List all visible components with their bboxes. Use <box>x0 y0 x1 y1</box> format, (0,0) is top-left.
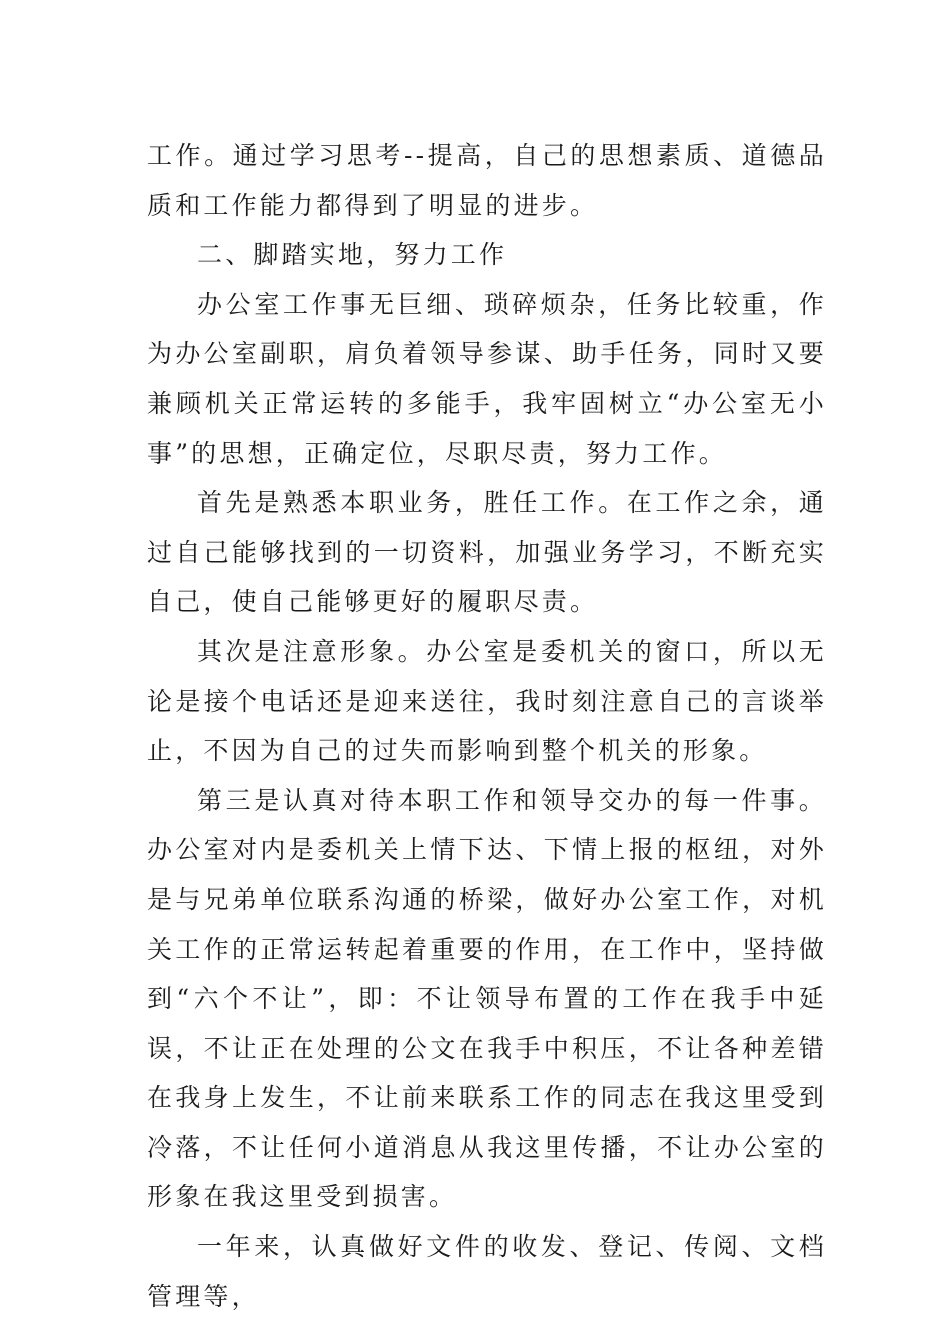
paragraph-year-summary: 一年来，认真做好文件的收发、登记、传阅、文档管理等， <box>147 1232 827 1311</box>
paragraph-second: 其次是注意形象。办公室是委机关的窗口，所以无论是接个电话还是迎来送往，我时刻注意自己的言谈举止，不因为自己的过失而影响到整个机关的形象。 <box>147 636 827 766</box>
paragraph-continuation: 工作。通过学习思考--提高，自己的思想素质、道德品质和工作能力都得到了明显的进步。 <box>147 141 827 220</box>
paragraph-first: 首先是熟悉本职业务，胜任工作。在工作之余，通过自己能够找到的一切资料，加强业务学习，不断充实自己，使自己能够更好的履职尽责。 <box>147 488 827 617</box>
paragraph-third: 第三是认真对待本职工作和领导交办的每一件事。办公室对内是委机关上情下达、下情上报的枢纽，对外是与兄弟单位联系沟通的桥梁，做好办公室工作，对机关工作的正常运转起着重要的作用，在工作中，坚持做到“六个不让”，即：不让领导布置的工作在我手中延误，不让正在处理的公文在我手中积压，不让各种差错在我身上发生，不让前来联系工作的同志在我这里受到冷落，不让任何小道消息从我这里传播，不让办公室的形象在我这里受到损害。 <box>147 785 827 1212</box>
paragraph-office-work: 办公室工作事无巨细、琐碎烦杂，任务比较重，作为办公室副职，肩负着领导参谋、助手任务，同时又要兼顾机关正常运转的多能手，我牢固树立“办公室无小事”的思想，正确定位，尽职尽责，努力工作。 <box>147 289 827 468</box>
document-body <box>147 131 827 1321</box>
section-heading: 二、脚踏实地，努力工作 <box>197 240 508 270</box>
